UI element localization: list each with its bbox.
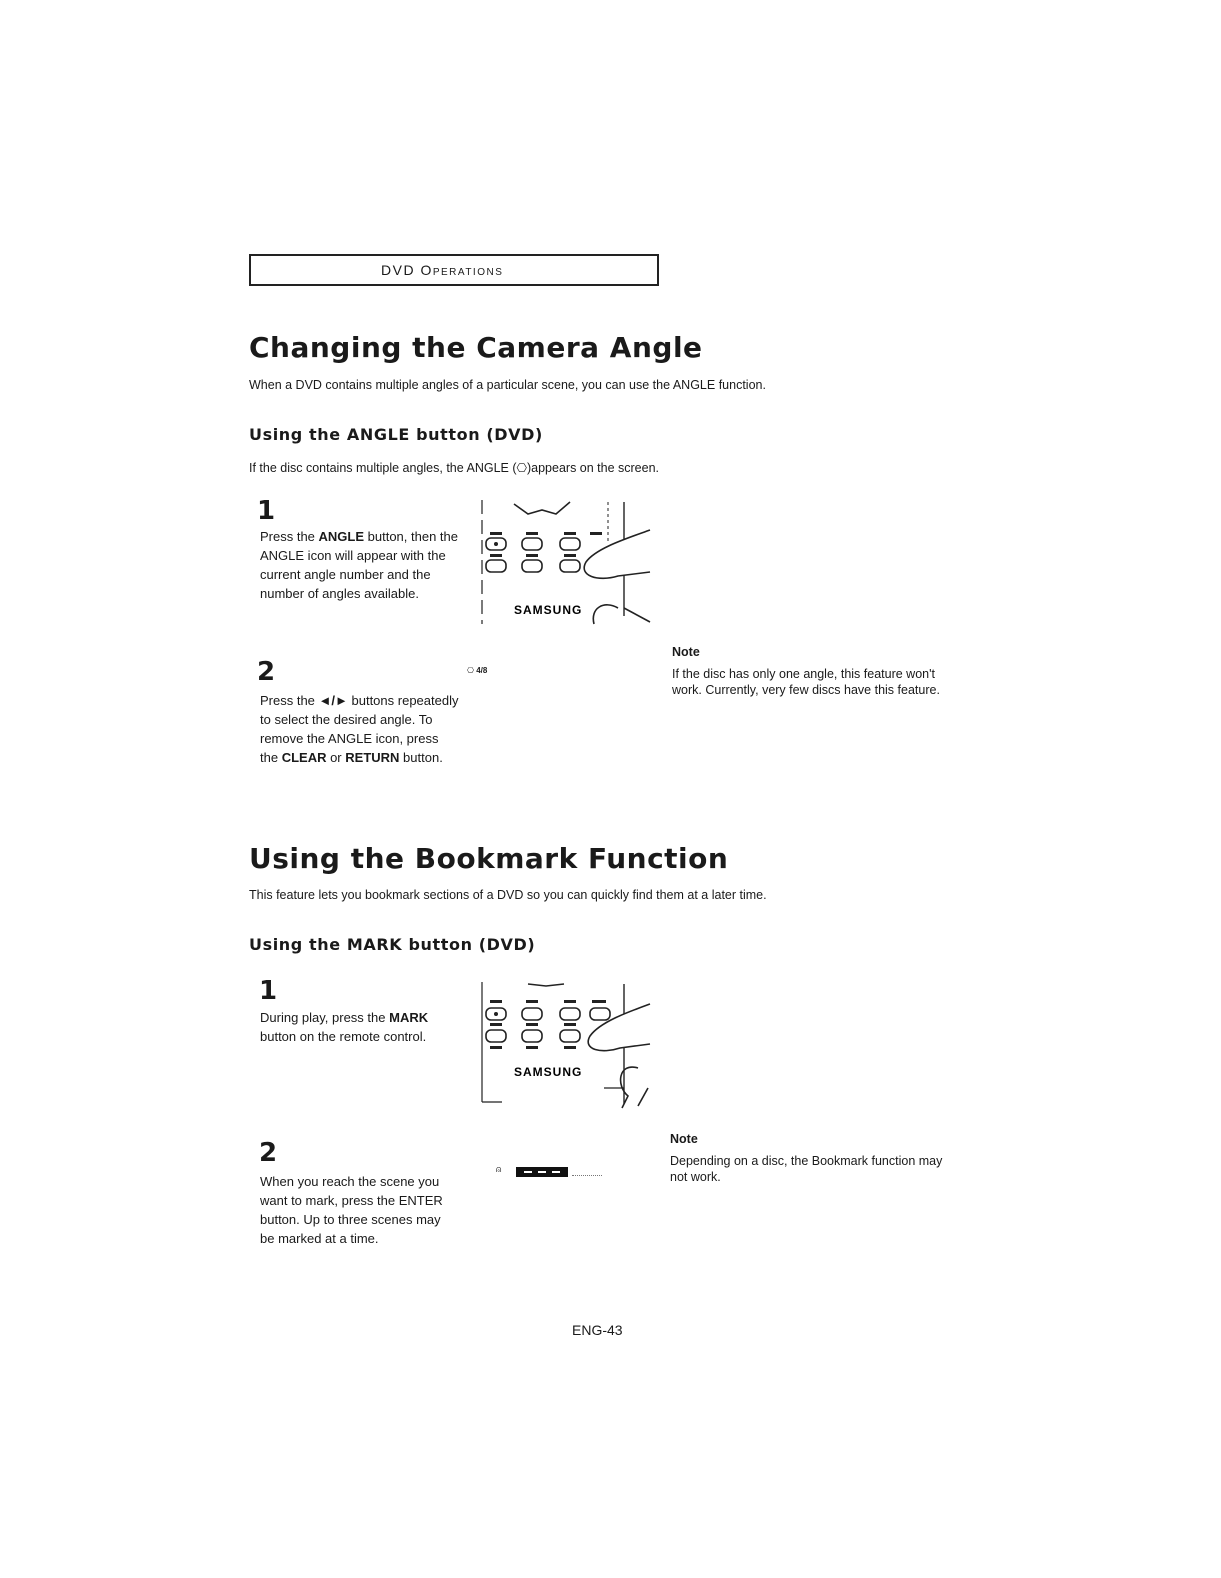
section-header-box [249, 254, 659, 286]
angle-step1-text: Press the ANGLE button, then the ANGLE icon will appear with the current angle number and the number of angles available. [260, 529, 458, 601]
remote-brand-angle: SAMSUNG [514, 603, 583, 617]
section-header-label: DVD Operations [381, 262, 504, 278]
bookmark-step2-text: When you reach the scene you want to mark, press the ENTER button. Up to three scenes may be marked at a time. [260, 1174, 443, 1246]
bookmark-note-title: Note [670, 1132, 698, 1146]
bookmark-step1-text: During play, press the MARK button on the remote control. [260, 1010, 429, 1044]
angle-osd [467, 666, 487, 675]
bookmark-step1-number: 1 [259, 976, 278, 1006]
remote-illustration-bookmark [478, 978, 658, 1110]
angle-lead-before: If the disc contains multiple angles, the ANGLE ( [249, 461, 517, 475]
bookmark-note-text: Depending on a disc, the Bookmark function may not work. [670, 1154, 943, 1184]
bookmark-title: Using the Bookmark Function [249, 842, 729, 875]
angle-intro: When a DVD contains multiple angles of a particular scene, you can use the ANGLE function. [249, 378, 766, 392]
bookmark-osd-icon: ⍝ [496, 1164, 502, 1174]
angle-step2-number: 2 [257, 657, 276, 687]
angle-lead [249, 461, 659, 475]
angle-lead-after: )appears on the screen. [526, 461, 660, 475]
page-number: ENG-43 [572, 1322, 623, 1338]
angle-icon: ⎔ [516, 461, 527, 475]
remote-brand-bookmark: SAMSUNG [514, 1065, 583, 1079]
bookmark-step2-number: 2 [259, 1138, 278, 1168]
bookmark-slots [516, 1167, 568, 1177]
angle-osd-value: 4/8 [476, 666, 488, 675]
angle-subheading: Using the ANGLE button (DVD) [249, 425, 543, 444]
angle-note-title: Note [672, 645, 700, 659]
angle-step1-number: 1 [257, 496, 276, 526]
bookmark-subheading: Using the MARK button (DVD) [249, 935, 536, 954]
bookmark-osd-tail [572, 1169, 602, 1176]
angle-title: Changing the Camera Angle [249, 331, 703, 364]
angle-step2-text: Press the ◄/► buttons repeatedly to select the desired angle. To remove the ANGLE icon, press the CLEAR or RETURN button. [260, 693, 459, 765]
remote-illustration-angle [478, 496, 658, 628]
bookmark-intro: This feature lets you bookmark sections of a DVD so you can quickly find them at a later time. [249, 888, 767, 902]
angle-osd-icon: ⎔ [467, 666, 477, 675]
left-right-arrows-icon: ◄/► [318, 693, 348, 708]
angle-note-text: If the disc has only one angle, this feature won't work. Currently, very few discs have this feature. [672, 667, 940, 697]
